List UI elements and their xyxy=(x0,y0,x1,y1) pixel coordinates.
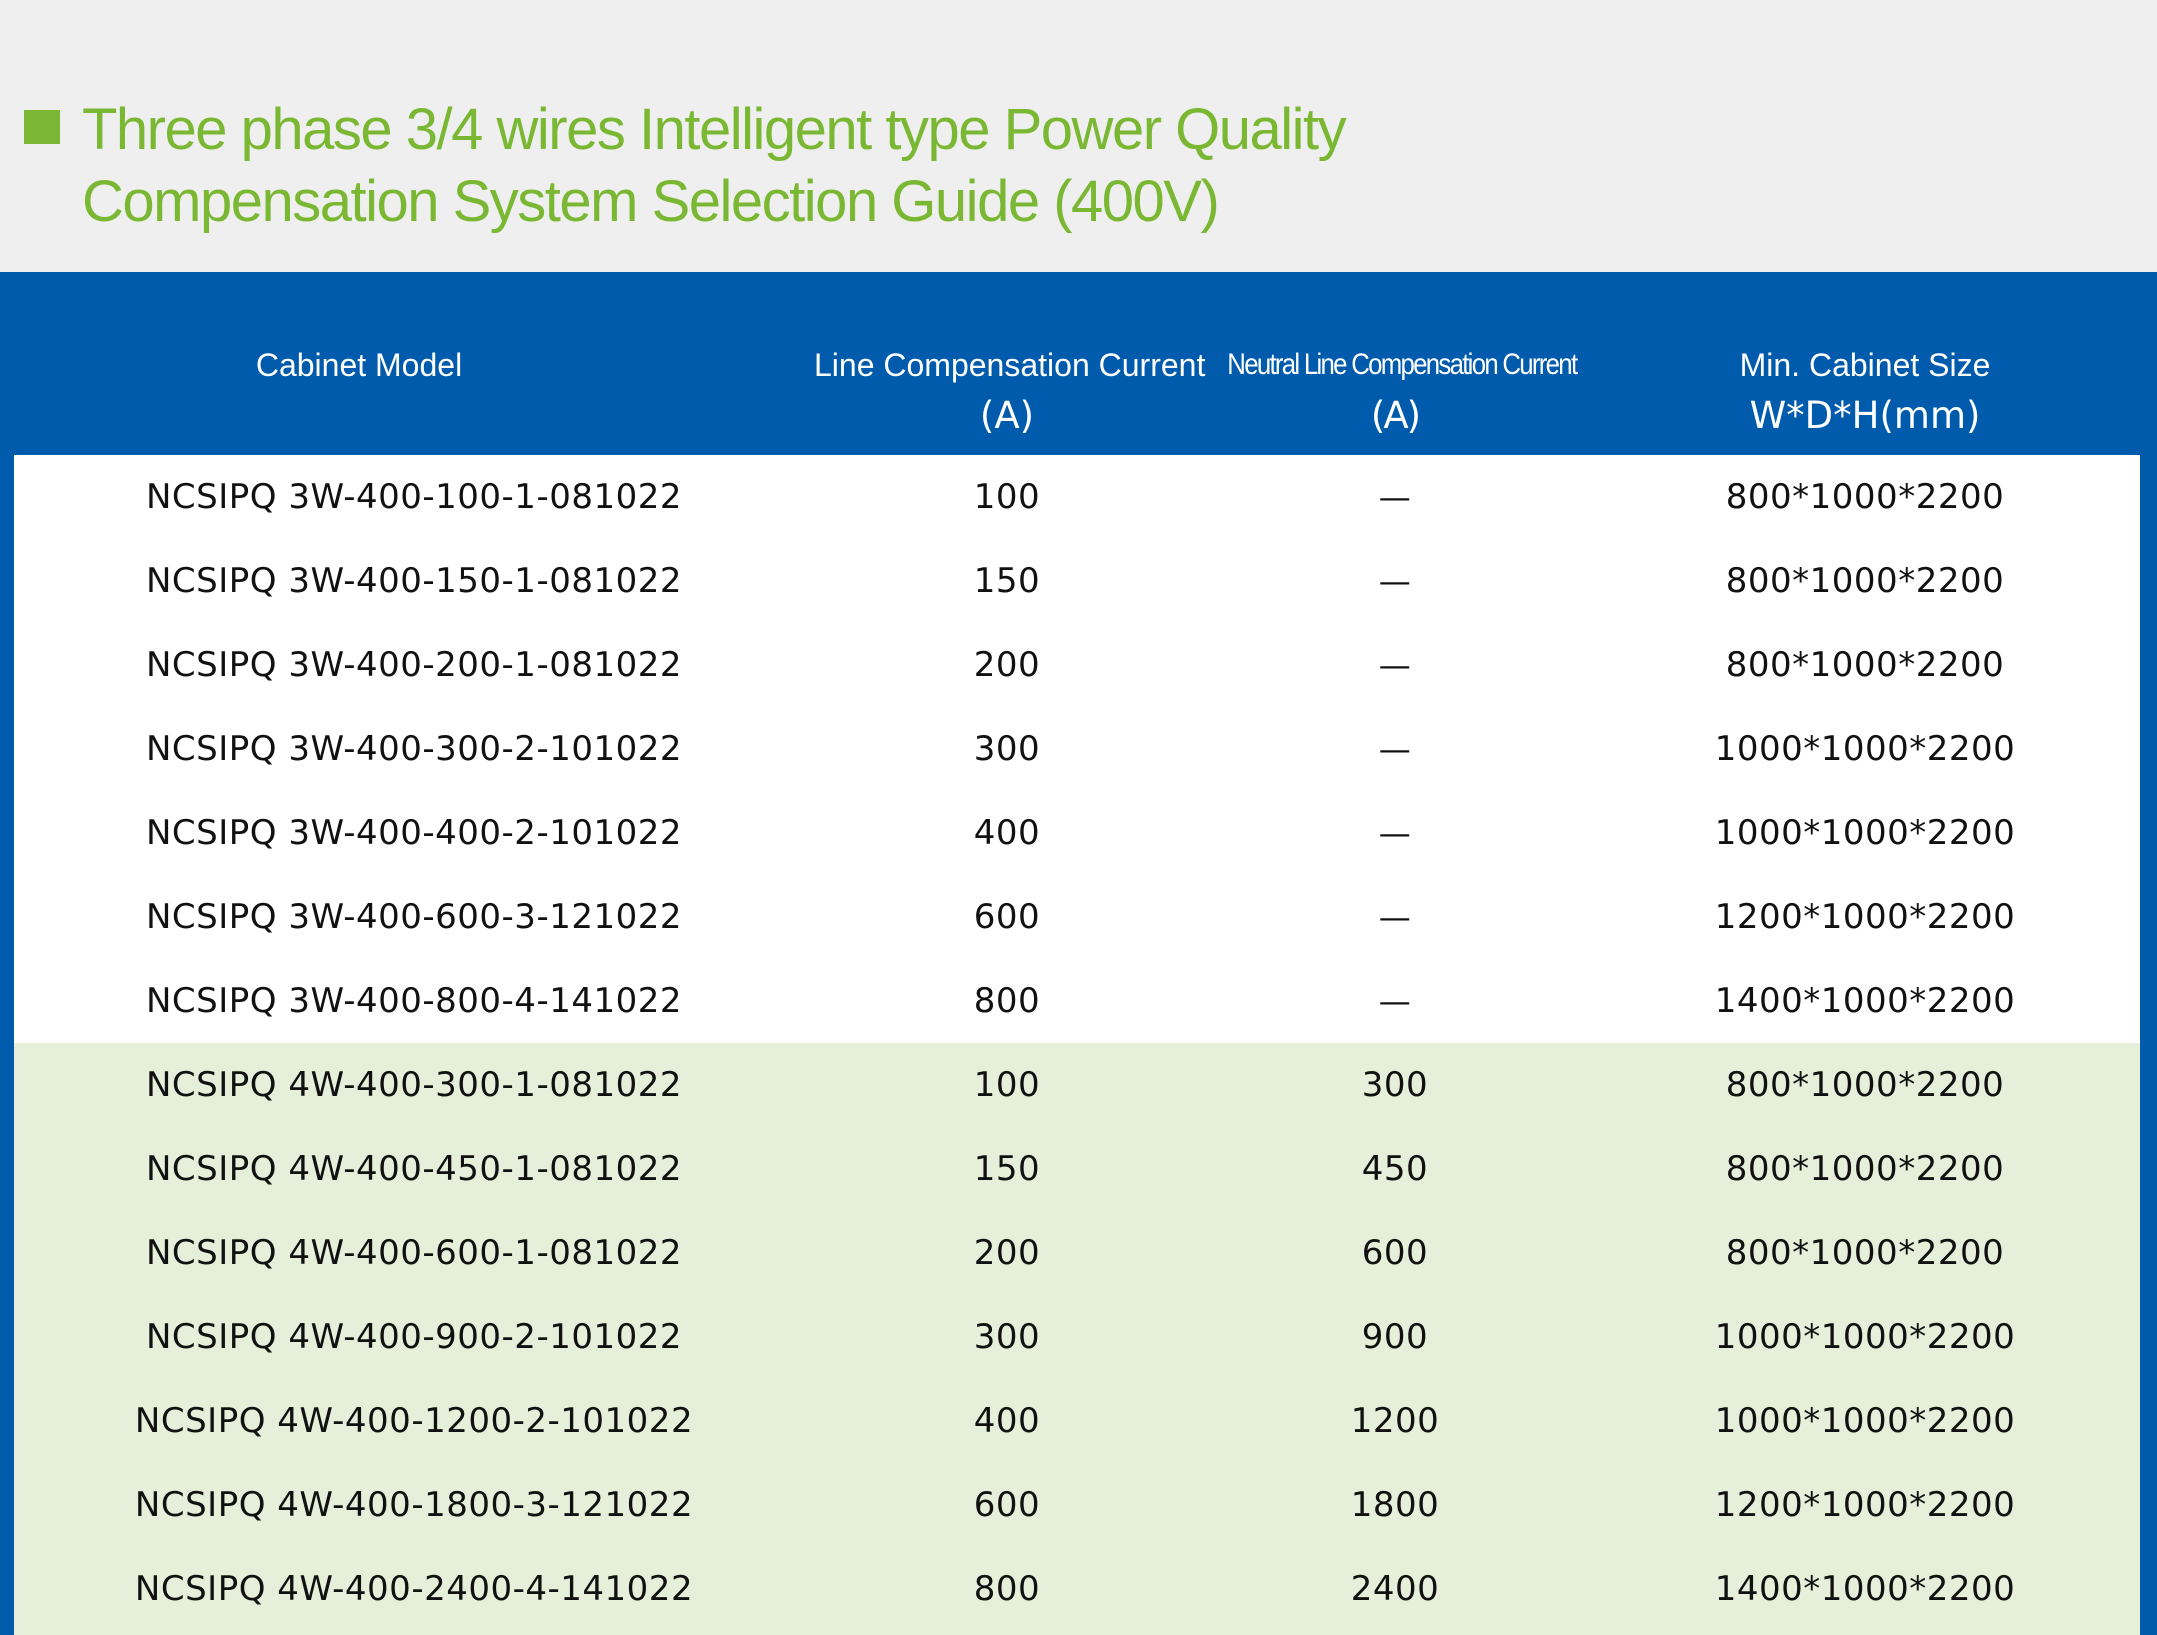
cell-model: NCSIPQ 4W-400-2400-4-141022 xyxy=(134,1569,694,1609)
cell-size: 1200*1000*2200 xyxy=(1714,1485,2016,1525)
cell-neutral-current: 2400 xyxy=(1350,1569,1440,1609)
cell-line-current: 400 xyxy=(973,813,1041,853)
cell-size: 800*1000*2200 xyxy=(1725,1149,2005,1189)
header-label: Cabinet Model xyxy=(255,347,463,383)
cell-line-current: 150 xyxy=(973,561,1041,601)
table-row xyxy=(14,623,2140,707)
cell-line-current: 800 xyxy=(973,981,1041,1021)
page-title-line-2: Compensation System Selection Guide (400V) xyxy=(82,169,1219,234)
cell-model: NCSIPQ 4W-400-1800-3-121022 xyxy=(134,1485,694,1525)
cell-neutral-current: — xyxy=(1378,898,1412,936)
table-row xyxy=(14,707,2140,791)
table-row xyxy=(14,875,2140,959)
cell-size: 1000*1000*2200 xyxy=(1714,1401,2016,1441)
cell-line-current: 200 xyxy=(973,1233,1041,1273)
header-label: Neutral Line Compensation Current xyxy=(1227,348,1577,381)
cell-line-current: 400 xyxy=(973,1401,1041,1441)
table-row xyxy=(14,1547,2140,1635)
table-row xyxy=(14,1463,2140,1547)
title-block xyxy=(0,0,2157,272)
table-row xyxy=(14,1379,2140,1463)
cell-size: 1400*1000*2200 xyxy=(1714,981,2016,1021)
cell-neutral-current: — xyxy=(1378,982,1412,1020)
cell-model: NCSIPQ 3W-400-150-1-081022 xyxy=(145,561,682,601)
table-row xyxy=(14,959,2140,1049)
cell-model: NCSIPQ 3W-400-800-4-141022 xyxy=(145,981,682,1021)
cell-size: 800*1000*2200 xyxy=(1725,1233,2005,1273)
cell-model: NCSIPQ 4W-400-900-2-101022 xyxy=(145,1317,682,1357)
cell-line-current: 150 xyxy=(973,1149,1041,1189)
cell-neutral-current: 300 xyxy=(1361,1065,1429,1105)
page-title-line-1: Three phase 3/4 wires Intelligent type Power Quality xyxy=(82,97,1346,162)
table-row xyxy=(14,539,2140,623)
header-cabinet-model xyxy=(14,272,704,455)
cell-model: NCSIPQ 3W-400-100-1-081022 xyxy=(145,477,682,517)
cell-line-current: 100 xyxy=(973,477,1041,517)
cell-neutral-current: — xyxy=(1378,814,1412,852)
cell-neutral-current: 1200 xyxy=(1350,1401,1440,1441)
cell-line-current: 300 xyxy=(973,729,1041,769)
cell-line-current: 600 xyxy=(973,897,1041,937)
cell-model: NCSIPQ 3W-400-300-2-101022 xyxy=(145,729,682,769)
cell-model: NCSIPQ 3W-400-400-2-101022 xyxy=(145,813,682,853)
header-unit: (A) xyxy=(1370,394,1420,437)
table-row xyxy=(14,1127,2140,1211)
table-row xyxy=(14,1211,2140,1295)
table-header xyxy=(14,272,2140,455)
header-line-current xyxy=(814,272,1206,455)
square-bullet-icon xyxy=(24,110,60,144)
header-cabinet-size xyxy=(1590,272,2140,455)
cell-size: 1200*1000*2200 xyxy=(1714,897,2016,937)
cell-model: NCSIPQ 4W-400-300-1-081022 xyxy=(145,1065,682,1105)
table-row xyxy=(14,791,2140,875)
cell-neutral-current: 600 xyxy=(1361,1233,1429,1273)
cell-neutral-current: 450 xyxy=(1361,1149,1429,1189)
cell-size: 800*1000*2200 xyxy=(1725,561,2005,601)
cell-neutral-current: — xyxy=(1378,730,1412,768)
cell-model: NCSIPQ 3W-400-600-3-121022 xyxy=(145,897,682,937)
cell-size: 1000*1000*2200 xyxy=(1714,729,2016,769)
header-label: Line Compensation Current xyxy=(814,347,1206,383)
header-unit: (A) xyxy=(979,394,1035,437)
cell-line-current: 800 xyxy=(973,1569,1041,1609)
cell-size: 800*1000*2200 xyxy=(1725,1065,2005,1105)
cell-neutral-current: — xyxy=(1378,478,1412,516)
cell-neutral-current: — xyxy=(1378,646,1412,684)
header-label: Min. Cabinet Size xyxy=(1739,347,1991,383)
cell-size: 800*1000*2200 xyxy=(1725,645,2005,685)
cell-line-current: 100 xyxy=(973,1065,1041,1105)
page-title xyxy=(82,94,1582,238)
cell-neutral-current: — xyxy=(1378,562,1412,600)
table-row xyxy=(14,455,2140,539)
header-unit: W*D*H(mm) xyxy=(1749,394,1981,437)
table-body xyxy=(14,455,2140,1635)
cell-model: NCSIPQ 3W-400-200-1-081022 xyxy=(145,645,682,685)
header-neutral-current xyxy=(1200,272,1590,455)
cell-line-current: 600 xyxy=(973,1485,1041,1525)
cell-model: NCSIPQ 4W-400-1200-2-101022 xyxy=(134,1401,694,1441)
cell-model: NCSIPQ 4W-400-600-1-081022 xyxy=(145,1233,682,1273)
cell-size: 800*1000*2200 xyxy=(1725,477,2005,517)
cell-size: 1000*1000*2200 xyxy=(1714,813,2016,853)
table-row xyxy=(14,1043,2140,1127)
cell-neutral-current: 900 xyxy=(1361,1317,1429,1357)
cell-line-current: 200 xyxy=(973,645,1041,685)
cell-size: 1400*1000*2200 xyxy=(1714,1569,2016,1609)
cell-neutral-current: 1800 xyxy=(1350,1485,1440,1525)
table-row xyxy=(14,1295,2140,1379)
cell-size: 1000*1000*2200 xyxy=(1714,1317,2016,1357)
cell-line-current: 300 xyxy=(973,1317,1041,1357)
cell-model: NCSIPQ 4W-400-450-1-081022 xyxy=(145,1149,682,1189)
